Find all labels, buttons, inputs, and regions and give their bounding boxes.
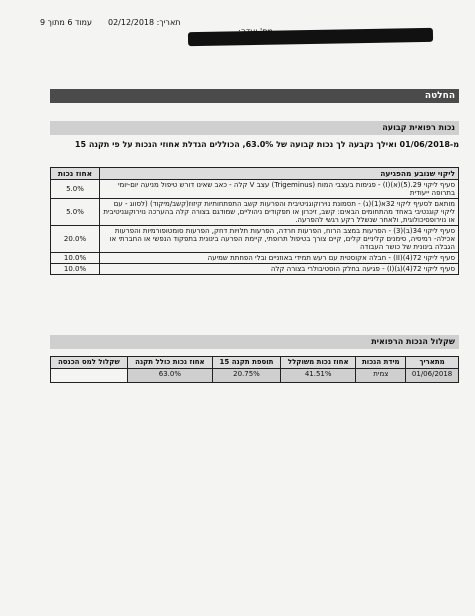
section-permanent-disability: נכות רפואית קבועה	[50, 121, 459, 135]
impairment-percent: 5.0%	[51, 199, 100, 226]
impairment-description: מותאם לסעיף ליקוי 32א(1)(ג) - תסמונת נוירוקוגניטיבית והפרעות קשב התפתחותיות קיזוז(קשב/מיקוד) (לסווג - עם ליקוי קוגנטיבי באחד מהתחומים הבאים: קשב, זיכרון או תפקודים ניהוליים, שמודגם בצורה קלה בהערכה נוירוקוגניטיבית או נוירופסיכולוגית, ולאחר שנשלל רקע רגשי להפרעה.	[100, 199, 459, 226]
weighting-table	[50, 356, 459, 383]
impairment-description: סעיף ליקוי 72(4)(ג)(I) - פגיעה בחלק הוסטיבולרי בצורה קלה	[100, 264, 459, 275]
table-header-row	[51, 168, 459, 180]
section-weighting: שקלול הנכות הרפואית	[50, 335, 459, 349]
column-header-degree: מידת הנכות	[356, 357, 406, 369]
impairment-description: סעיף ליקוי 34(ב)(3) - הפרעות במצב הרוח, הפרעות חרדה, הפרעות תלויות דחק, הפרעות סומטופורמיות והפרעות אכילה- רמיסיה, סימנים קליניים קלים, קיים צורך בטיפול תרופתי, קיימת הפרעה בינונית בתפקוד הנפשי או החברתי או הגבלה בינונית של כושר העבודה	[100, 226, 459, 253]
impairment-percent: 5.0%	[51, 180, 100, 199]
cell-reg15: 20.75%	[213, 369, 281, 383]
impairment-description: סעיף ליקוי 72(4)(II) - חבלה אקוסטית עם רעש תמידי באוזניים ובלי הפחתת שמיעה	[100, 253, 459, 264]
cell-weighted: 41.51%	[280, 369, 356, 383]
table-row	[51, 226, 459, 253]
impairment-percent: 10.0%	[51, 253, 100, 264]
column-header-reg15: תוספת תקנה 15	[213, 357, 281, 369]
impairments-table	[50, 167, 459, 275]
page-number: עמוד 6 מתוך 9	[40, 18, 92, 27]
cell-degree: צמית	[356, 369, 406, 383]
column-header-percent: אחוז נכות	[51, 168, 100, 180]
table-row	[51, 369, 459, 383]
cell-from-date: 01/06/2018	[406, 369, 459, 383]
table-row	[51, 253, 459, 264]
column-header-description: ליקוי שנובע מהפגיעה	[100, 168, 459, 180]
table-row	[51, 264, 459, 275]
column-header-from-date: מתאריך	[406, 357, 459, 369]
cell-total: 63.0%	[127, 369, 212, 383]
cell-tax	[51, 369, 128, 383]
table-row	[51, 199, 459, 226]
table-header-row	[51, 357, 459, 369]
column-header-weighted: אחוז נכות משוקלל	[280, 357, 356, 369]
impairment-percent: 20.0%	[51, 226, 100, 253]
column-header-tax: שקלול למס הכנסה	[51, 357, 128, 369]
redacted-field	[188, 28, 433, 46]
column-header-total: אחוז נכות כולל תקנה	[127, 357, 212, 369]
impairment-percent: 10.0%	[51, 264, 100, 275]
decision-text: מ-01/06/2018 ואילך נקבעה לך נכות קבועה של 63.0%, הכוללים הגדלת אחוזי הנכות על פי תקנה 15	[74, 140, 459, 149]
document-date: תאריך: 02/12/2018	[108, 18, 181, 27]
decision-heading: החלטה	[50, 89, 459, 103]
impairment-description: סעיף ליקוי 29.(5)(א)(I) - פגימות בעצבי המוח (Trigeminus) עצב V קלה - כאב שאינו דורש טיפול מניעה יום-יומי בתרופה ייעודית	[100, 180, 459, 199]
table-row	[51, 180, 459, 199]
